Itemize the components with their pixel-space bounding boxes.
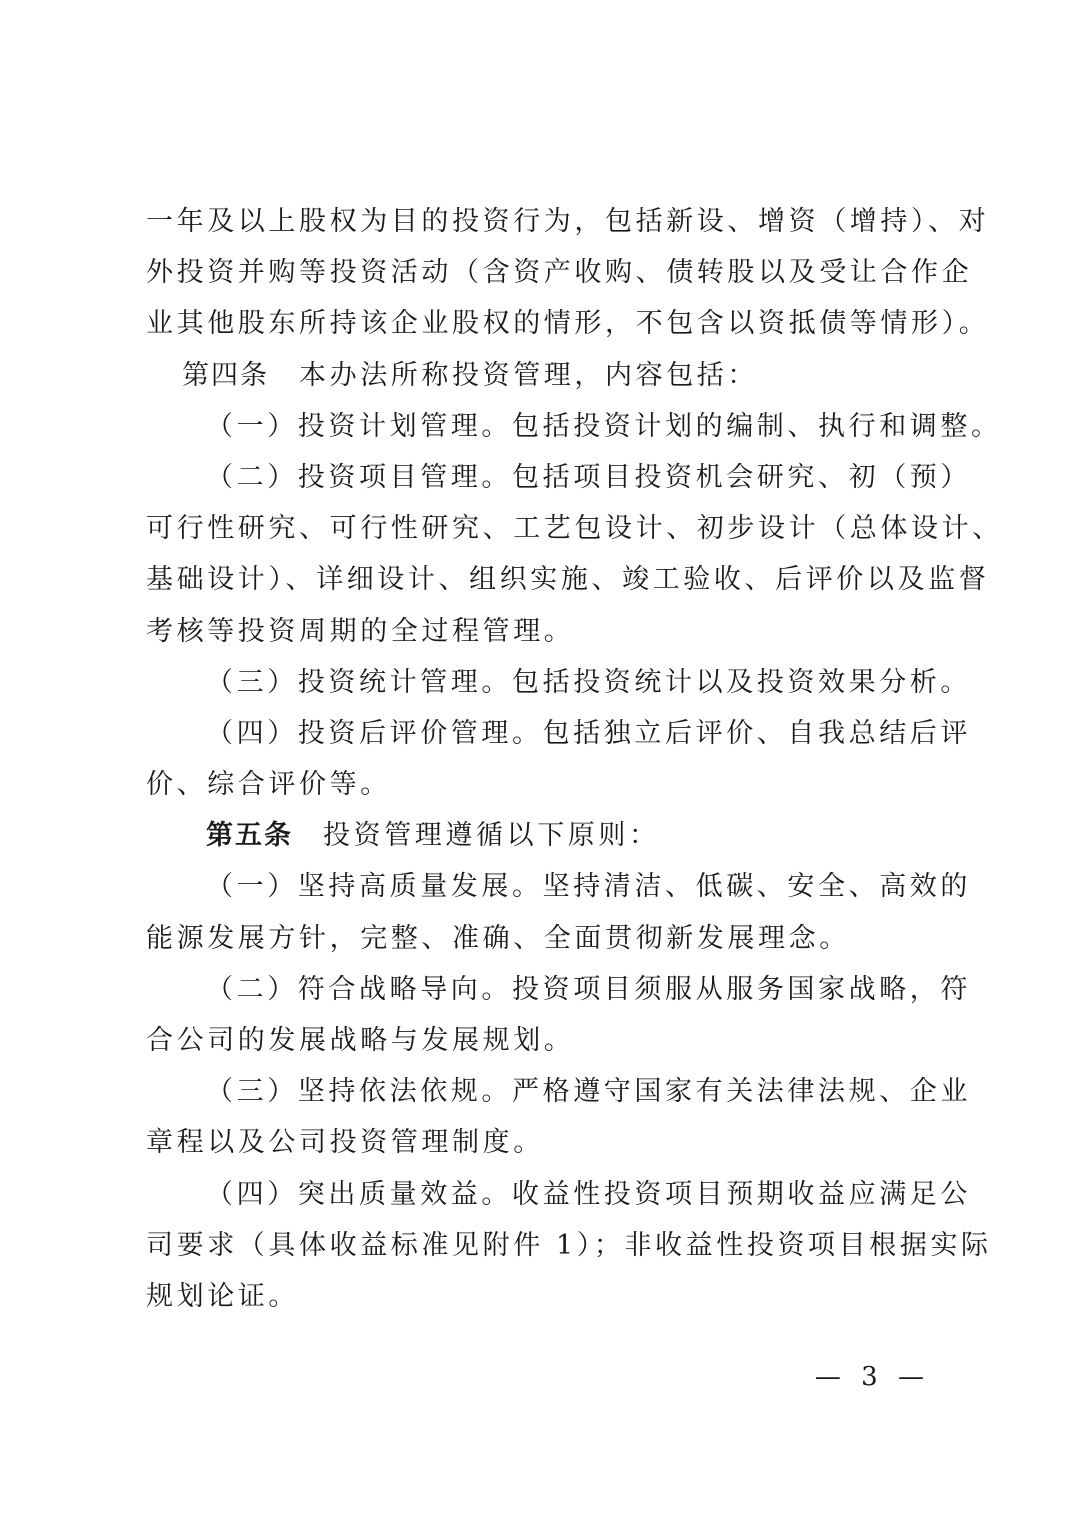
text-line: 合公司的发展战略与发展规划。: [146, 1025, 575, 1056]
article-4-heading: [146, 350, 928, 401]
article-5-item-2: （二）符合战略导向。投资项目须服从服务国家战略，符: [206, 973, 971, 1005]
text-line: 能源发展方针，完整、准确、全面贯彻新发展理念。: [146, 922, 850, 954]
article-4-item-4: （四）投资后评价管理。包括独立后评价、自我总结后评: [206, 717, 971, 749]
text-line: 司要求（具体收益标准见附件 1）；非收益性投资项目根据实际: [146, 1229, 992, 1261]
text-line: 业其他股东所持该企业股权的情形，不包含以资抵债等情形）。: [146, 308, 990, 340]
text-line: 规划论证。: [146, 1280, 299, 1312]
text-line: 价、综合评价等。: [146, 769, 391, 801]
article-5-label: 第五条: [206, 820, 293, 852]
text-line: 外投资并购等投资活动（含资产收购、债转股以及受让合作企: [146, 257, 973, 289]
article-4-text: 本办法所称投资管理，内容包括：: [299, 359, 758, 391]
text-line: 一年及以上股权为目的投资行为，包括新设、增资（增持）、对: [146, 206, 990, 237]
text-line: 可行性研究、可行性研究、工艺包设计、初步设计（总体设计、: [146, 513, 1003, 545]
text-line: 章程以及公司投资管理制度。: [146, 1127, 544, 1159]
article-4-item-2: （二）投资项目管理。包括项目投资机会研究、初（预）: [206, 461, 971, 493]
document-body: [146, 196, 1003, 1322]
article-5-heading: [146, 810, 928, 861]
article-4-item-1: （一）投资计划管理。包括投资计划的编制、执行和调整。: [206, 410, 1002, 442]
article-5-item-4: （四）突出质量效益。收益性投资项目预期收益应满足公: [206, 1178, 971, 1210]
article-5-item-3: （三）坚持依法依规。严格遵守国家有关法律法规、企业: [206, 1076, 971, 1108]
article-4-item-3: （三）投资统计管理。包括投资统计以及投资效果分析。: [206, 666, 971, 698]
article-5-text: 投资管理遵循以下原则：: [323, 820, 660, 852]
article-5-item-1: （一）坚持高质量发展。坚持清洁、低碳、安全、高效的: [206, 871, 971, 903]
text-line: 基础设计）、详细设计、组织实施、竣工验收、后评价以及监督: [146, 564, 990, 596]
page-number: — 3 —: [814, 1362, 930, 1392]
text-line: 考核等投资周期的全过程管理。: [146, 615, 575, 647]
article-4-label: 第四条: [182, 359, 269, 391]
